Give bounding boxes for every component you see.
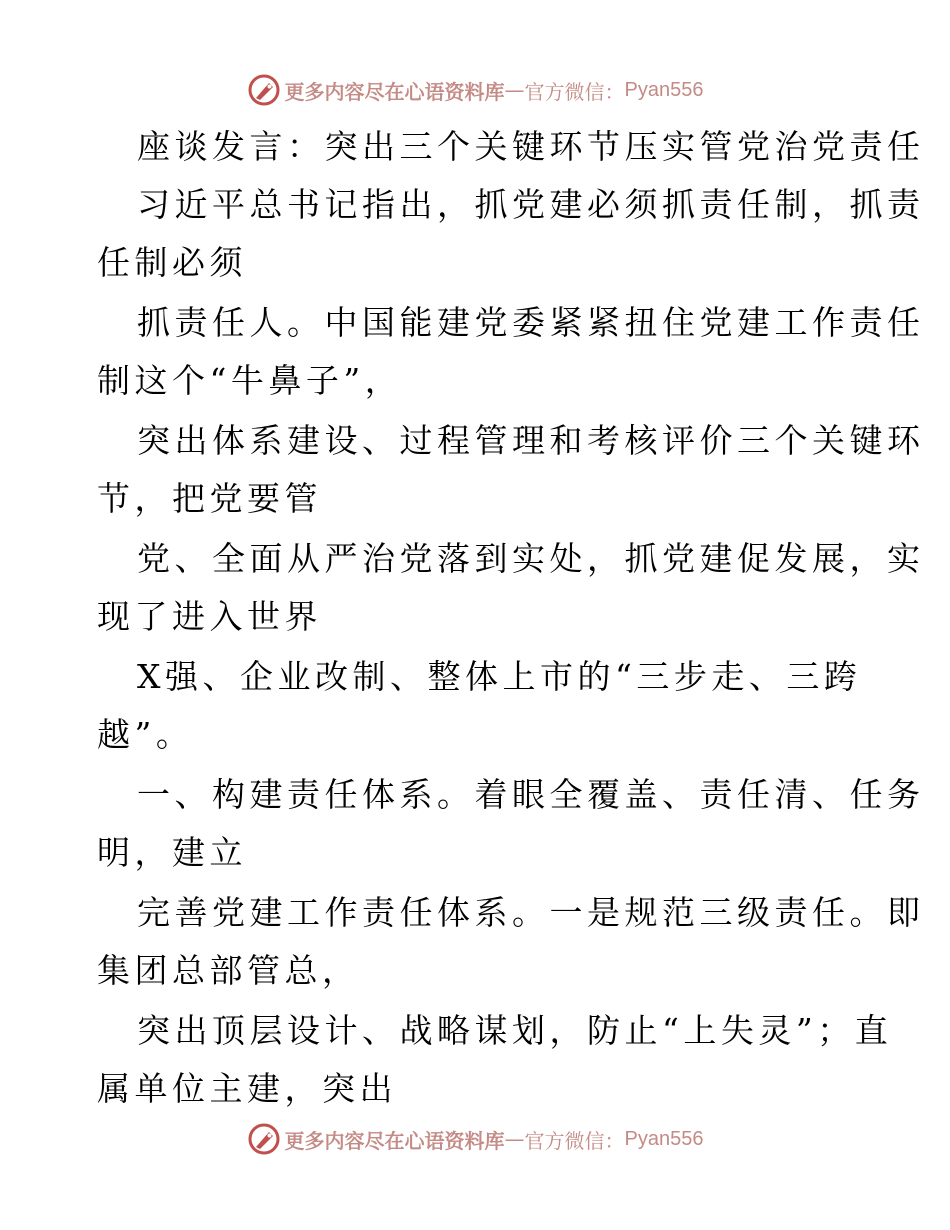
body-line: 节，把党要管 [97,479,322,518]
header-wechat-id: Pyan556 [624,78,704,101]
body-line: 党、全面从严治党落到实处，抓党建促发展，实 [137,539,925,578]
pen-nib-logo-icon [247,1122,281,1156]
body-line: 抓责任人。中国能建党委紧紧扭住党建工作责任 [137,303,925,342]
body-line: 现了进入世界 [97,597,322,636]
body-line: 完善党建工作责任体系。一是规范三级责任。即 [137,893,925,932]
body-line: 集团总部管总， [97,951,360,990]
header-wechat-label: 官方微信： [524,79,625,104]
body-line: 突出体系建设、过程管理和考核评价三个关键环 [137,421,925,460]
body-line: 任制必须 [97,243,247,282]
footer-wechat-id: Pyan556 [624,1127,704,1150]
body-line: 明，建立 [97,833,247,872]
header-banner-inner [247,73,704,107]
pen-nib-logo-icon [247,73,281,107]
body-line: 一、构建责任体系。着眼全覆盖、责任清、任务 [137,775,925,814]
body-line: 属单位主建，突出 [97,1069,397,1108]
header-brand-text: 更多内容尽在心语资料库 [284,79,505,104]
footer-separator: — [504,1127,525,1151]
body-line: X强、企业改制、整体上市的“三步走、三跨 [137,657,862,696]
body-line: 越”。 [97,715,194,754]
body-line: 座谈发言：突出三个关键环节压实管党治党责任 [137,127,925,166]
body-line: 突出顶层设计、战略谋划，防止“上失灵”；直 [137,1011,893,1050]
body-line: 制这个“牛鼻子”， [97,361,403,400]
header-separator: — [504,78,525,102]
footer-wechat-label: 官方微信： [524,1128,625,1153]
body-line: 习近平总书记指出，抓党建必须抓责任制，抓责 [137,185,925,224]
footer-brand-text: 更多内容尽在心语资料库 [284,1128,505,1153]
footer-banner [0,1117,950,1161]
footer-banner-inner [247,1122,704,1156]
header-banner [0,68,950,112]
